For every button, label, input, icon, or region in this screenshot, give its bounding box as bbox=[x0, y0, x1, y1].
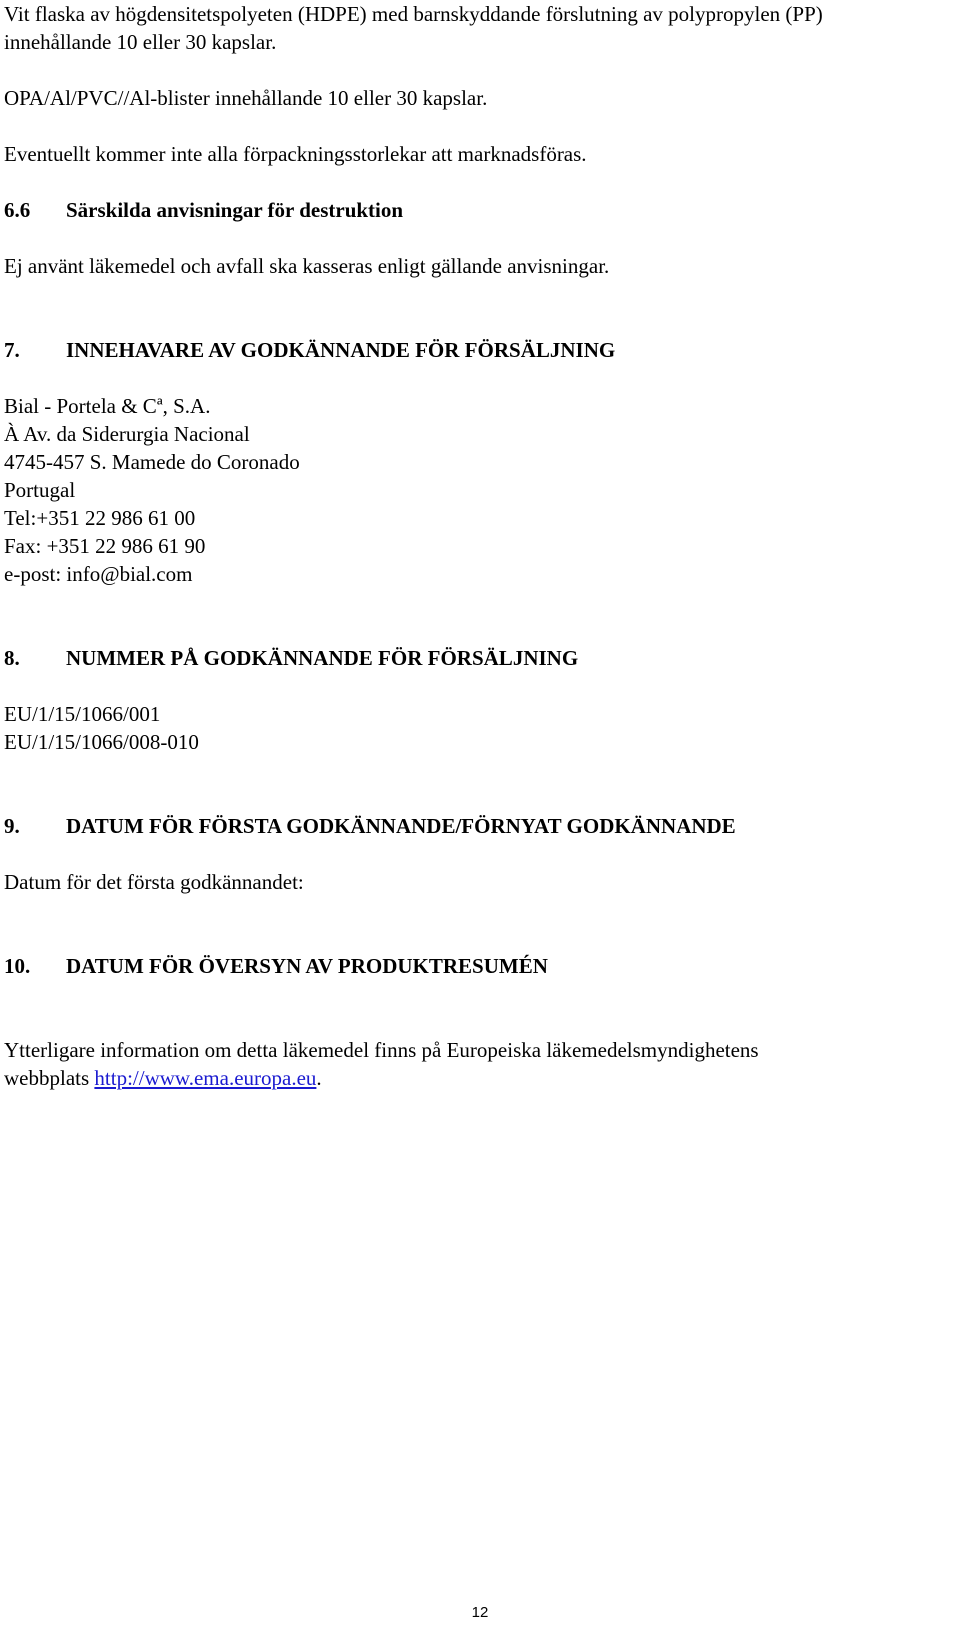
section-number: 6.6 bbox=[4, 198, 31, 222]
authorisation-numbers bbox=[4, 700, 954, 756]
authorisation-number: EU/1/15/1066/008-010 bbox=[4, 730, 199, 754]
section-number: 8. bbox=[4, 646, 20, 670]
section-title: Särskilda anvisningar för destruktion bbox=[66, 198, 404, 222]
first-approval-date-label: Datum för det första godkännandet: bbox=[4, 870, 304, 894]
section-6-6-heading bbox=[4, 196, 954, 224]
blister-text: OPA/Al/PVC//Al-blister innehållande 10 eller 30 kapslar. bbox=[4, 86, 488, 110]
page-number: 12 bbox=[471, 1604, 489, 1621]
more-info-suffix: . bbox=[316, 1066, 322, 1090]
more-info-paragraph bbox=[4, 1036, 954, 1092]
ema-website-link[interactable]: http://www.ema.europa.eu bbox=[94, 1066, 317, 1090]
email-line: e-post: info@bial.com bbox=[4, 562, 193, 586]
packaging-description bbox=[4, 0, 954, 56]
disposal-text: Ej använt läkemedel och avfall ska kasseras enligt gällande anvisningar. bbox=[4, 254, 610, 278]
section-title: DATUM FÖR FÖRSTA GODKÄNNANDE/FÖRNYAT GODKÄNNANDE bbox=[66, 814, 736, 838]
holder-address bbox=[4, 392, 954, 588]
section-7-heading bbox=[4, 336, 954, 364]
section-10-heading bbox=[4, 952, 954, 980]
section-number: 9. bbox=[4, 814, 20, 838]
more-info-text: Ytterligare information om detta läkemedel finns på Europeiska läkemedelsmyndighetens bbox=[4, 1038, 759, 1062]
authorisation-number: EU/1/15/1066/001 bbox=[4, 702, 161, 726]
address-line: À Av. da Siderurgia Nacional bbox=[4, 422, 250, 446]
section-title: DATUM FÖR ÖVERSYN AV PRODUKTRESUMÉN bbox=[66, 954, 548, 978]
section-title: INNEHAVARE AV GODKÄNNANDE FÖR FÖRSÄLJNING bbox=[66, 338, 616, 362]
address-line: 4745-457 S. Mamede do Coronado bbox=[4, 450, 300, 474]
phone-line: Tel:+351 22 986 61 00 bbox=[4, 506, 196, 530]
more-info-text bbox=[4, 1064, 954, 1092]
marketing-note: Eventuellt kommer inte alla förpackningsstorlekar att marknadsföras. bbox=[4, 142, 587, 166]
section-number: 10. bbox=[4, 954, 31, 978]
fax-line: Fax: +351 22 986 61 90 bbox=[4, 534, 206, 558]
section-number: 7. bbox=[4, 338, 20, 362]
document-page bbox=[4, 0, 954, 1092]
packaging-text-line: Vit flaska av högdensitetspolyeten (HDPE) med barnskyddande förslutning av polypropylen (PP) bbox=[4, 2, 823, 26]
section-9-heading bbox=[4, 812, 954, 840]
address-line: Portugal bbox=[4, 478, 76, 502]
more-info-prefix: webbplats bbox=[4, 1066, 95, 1090]
packaging-text-line: innehållande 10 eller 30 kapslar. bbox=[4, 30, 277, 54]
section-title: NUMMER PÅ GODKÄNNANDE FÖR FÖRSÄLJNING bbox=[66, 646, 579, 670]
section-8-heading bbox=[4, 644, 954, 672]
address-line: Bial - Portela & Cª, S.A. bbox=[4, 394, 211, 418]
